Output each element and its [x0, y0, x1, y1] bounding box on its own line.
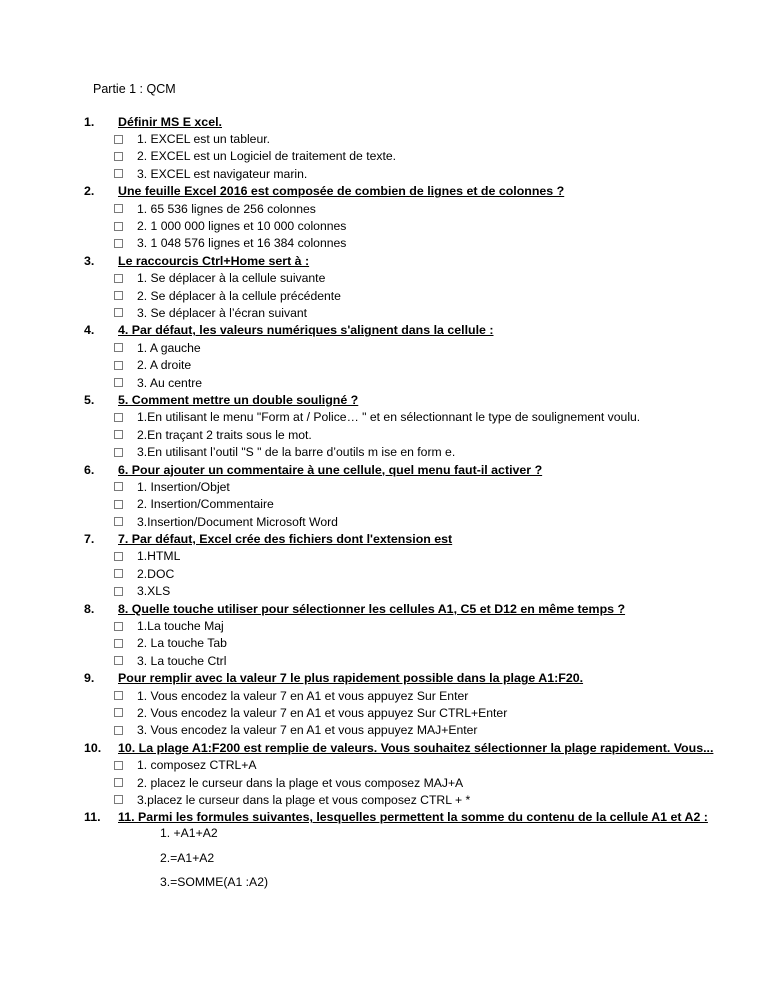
checkbox-icon[interactable]	[114, 430, 123, 439]
answer-option[interactable]	[84, 217, 744, 234]
answer-option[interactable]	[84, 617, 744, 634]
checkbox-icon[interactable]	[114, 482, 123, 491]
question-heading	[84, 183, 744, 200]
question-text: 5. Comment mettre un double souligné ?	[118, 392, 359, 407]
question-text: 11. Parmi les formules suivantes, lesquelles permettent la somme du contenu de la cellule A1 et A2 :	[118, 810, 708, 825]
question-heading	[84, 113, 744, 130]
formula-option: 1. +A1+A2	[160, 826, 218, 841]
checkbox-icon[interactable]	[114, 274, 123, 283]
checkbox-icon[interactable]	[114, 308, 123, 317]
answer-option[interactable]	[84, 513, 744, 530]
question	[84, 809, 744, 899]
option-label: 1. A gauche	[137, 340, 201, 355]
question-heading	[84, 252, 744, 269]
checkbox-icon[interactable]	[114, 448, 123, 457]
answer-option[interactable]	[84, 287, 744, 304]
checkbox-icon[interactable]	[114, 343, 123, 352]
option-label: 2. La touche Tab	[137, 636, 227, 651]
answer-option[interactable]	[84, 687, 744, 704]
option-label: 3. Se déplacer à l’écran suivant	[137, 305, 308, 320]
option-label: 1. EXCEL est un tableur.	[137, 132, 271, 147]
question-heading	[84, 391, 744, 408]
question	[84, 113, 744, 183]
question-number: 2.	[84, 184, 95, 199]
checkbox-icon[interactable]	[114, 656, 123, 665]
answer-option[interactable]	[84, 270, 744, 287]
option-label: 2. A droite	[137, 358, 192, 373]
checkbox-icon[interactable]	[114, 708, 123, 717]
question-heading	[84, 530, 744, 547]
answer-option[interactable]	[84, 374, 744, 391]
checkbox-icon[interactable]	[114, 761, 123, 770]
option-label: 3. 1 048 576 lignes et 16 384 colonnes	[137, 236, 347, 251]
answer-option[interactable]	[84, 130, 744, 147]
checkbox-icon[interactable]	[114, 361, 123, 370]
answer-option[interactable]	[84, 496, 744, 513]
formula-options	[84, 826, 744, 899]
checkbox-icon[interactable]	[114, 622, 123, 631]
answer-option[interactable]	[84, 635, 744, 652]
question-text: Pour remplir avec la valeur 7 le plus rapidement possible dans la plage A1:F20.	[118, 671, 584, 686]
checkbox-icon[interactable]	[114, 778, 123, 787]
question-number: 6.	[84, 462, 95, 477]
option-label: 1. Se déplacer à la cellule suivante	[137, 271, 326, 286]
question	[84, 252, 744, 322]
option-label: 1. Vous encodez la valeur 7 en A1 et vous appuyez Sur Enter	[137, 688, 469, 703]
option-label: 2.En traçant 2 traits sous le mot.	[137, 427, 312, 442]
answer-option[interactable]	[84, 565, 744, 582]
formula-option: 3.=SOMME(A1 :A2)	[160, 875, 269, 890]
answer-option[interactable]	[84, 478, 744, 495]
question-number: 8.	[84, 601, 95, 616]
option-label: 2. placez le curseur dans la plage et vous composez MAJ+A	[137, 775, 464, 790]
question-number: 11.	[84, 810, 101, 825]
checkbox-icon[interactable]	[114, 517, 123, 526]
question-heading	[84, 670, 744, 687]
checkbox-icon[interactable]	[114, 291, 123, 300]
option-label: 3.placez le curseur dans la plage et vous composez CTRL + *	[137, 792, 471, 807]
question-text: 4. Par défaut, les valeurs numériques s'alignent dans la cellule :	[118, 323, 494, 338]
checkbox-icon[interactable]	[114, 726, 123, 735]
option-label: 1. 65 536 lignes de 256 colonnes	[137, 201, 316, 216]
question-text: Le raccourcis Ctrl+Home sert à :	[118, 253, 310, 268]
question	[84, 391, 744, 461]
checkbox-icon[interactable]	[114, 587, 123, 596]
question-number: 3.	[84, 253, 95, 268]
answer-option[interactable]	[84, 774, 744, 791]
answer-option[interactable]	[84, 756, 744, 773]
answer-option[interactable]	[84, 339, 744, 356]
question-list	[84, 113, 744, 899]
question-text: 6. Pour ajouter un commentaire à une cellule, quel menu faut-il activer ?	[118, 462, 543, 477]
question	[84, 600, 744, 670]
checkbox-icon[interactable]	[114, 569, 123, 578]
option-label: 2. Vous encodez la valeur 7 en A1 et vous appuyez Sur CTRL+Enter	[137, 705, 508, 720]
question-text: Une feuille Excel 2016 est composée de combien de lignes et de colonnes ?	[118, 184, 565, 199]
checkbox-icon[interactable]	[114, 135, 123, 144]
option-label: 3. EXCEL est navigateur marin.	[137, 166, 308, 181]
checkbox-icon[interactable]	[114, 204, 123, 213]
option-label: 2. Se déplacer à la cellule précédente	[137, 288, 341, 303]
checkbox-icon[interactable]	[114, 152, 123, 161]
checkbox-icon[interactable]	[114, 413, 123, 422]
option-label: 3.En utilisant l’outil "S " de la barre d’outils m ise en form e.	[137, 445, 456, 460]
question-number: 7.	[84, 532, 95, 547]
question-number: 1.	[84, 114, 95, 129]
question	[84, 322, 744, 392]
option-label: 2.DOC	[137, 566, 175, 581]
option-label: 1.La touche Maj	[137, 619, 224, 634]
answer-option[interactable]	[84, 652, 744, 669]
question-number: 10.	[84, 740, 102, 755]
option-label: 3.XLS	[137, 584, 171, 599]
answer-option[interactable]	[84, 791, 744, 808]
question-heading	[84, 461, 744, 478]
option-label: 1. composez CTRL+A	[137, 758, 257, 773]
question	[84, 183, 744, 253]
checkbox-icon[interactable]	[114, 222, 123, 231]
option-label: 3. Au centre	[137, 375, 203, 390]
answer-option[interactable]	[84, 426, 744, 443]
answer-option[interactable]	[84, 548, 744, 565]
option-label: 1. Insertion/Objet	[137, 479, 230, 494]
question	[84, 461, 744, 531]
answer-option[interactable]	[84, 165, 744, 182]
question-number: 9.	[84, 671, 95, 686]
answer-option[interactable]	[84, 583, 744, 600]
question-heading	[84, 600, 744, 617]
question	[84, 670, 744, 740]
checkbox-icon[interactable]	[114, 795, 123, 804]
answer-option[interactable]	[84, 235, 744, 252]
formula-option: 2.=A1+A2	[160, 851, 215, 866]
checkbox-icon[interactable]	[114, 639, 123, 648]
question-heading	[84, 322, 744, 339]
answer-option[interactable]	[84, 722, 744, 739]
question-text: 10. La plage A1:F200 est remplie de valeurs. Vous souhaitez sélectionner la plage rapidement. Vous...	[118, 740, 714, 755]
answer-option[interactable]	[84, 200, 744, 217]
answer-option[interactable]	[84, 704, 744, 721]
answer-option[interactable]	[84, 356, 744, 373]
checkbox-icon[interactable]	[114, 239, 123, 248]
question-number: 5.	[84, 392, 95, 407]
answer-option[interactable]	[84, 304, 744, 321]
checkbox-icon[interactable]	[114, 691, 123, 700]
question	[84, 739, 744, 809]
checkbox-icon[interactable]	[114, 552, 123, 561]
question-number: 4.	[84, 323, 95, 338]
checkbox-icon[interactable]	[114, 500, 123, 509]
section-title: Partie 1 : QCM	[93, 82, 176, 96]
option-label: 2. EXCEL est un Logiciel de traitement de texte.	[137, 149, 397, 164]
checkbox-icon[interactable]	[114, 169, 123, 178]
option-label: 1.En utilisant le menu "Form at / Police… " et en sélectionnant le type de soulignement voulu.	[137, 410, 641, 425]
question-text: 7. Par défaut, Excel crée des fichiers dont l'extension est	[118, 532, 453, 547]
option-label: 3. La touche Ctrl	[137, 653, 227, 668]
question-heading	[84, 739, 744, 756]
answer-option[interactable]	[84, 443, 744, 460]
option-label: 1.HTML	[137, 549, 181, 564]
option-label: 2. Insertion/Commentaire	[137, 497, 274, 512]
question-heading	[84, 809, 744, 826]
question-text: Définir MS E xcel.	[118, 114, 222, 129]
question-text: 8. Quelle touche utiliser pour sélectionner les cellules A1, C5 et D12 en même temps ?	[118, 601, 626, 616]
checkbox-icon[interactable]	[114, 378, 123, 387]
answer-option[interactable]	[84, 409, 744, 426]
option-label: 3.Insertion/Document Microsoft Word	[137, 514, 338, 529]
answer-option[interactable]	[84, 148, 744, 165]
option-label: 3. Vous encodez la valeur 7 en A1 et vous appuyez MAJ+Enter	[137, 723, 478, 738]
option-label: 2. 1 000 000 lignes et 10 000 colonnes	[137, 219, 347, 234]
question	[84, 530, 744, 600]
